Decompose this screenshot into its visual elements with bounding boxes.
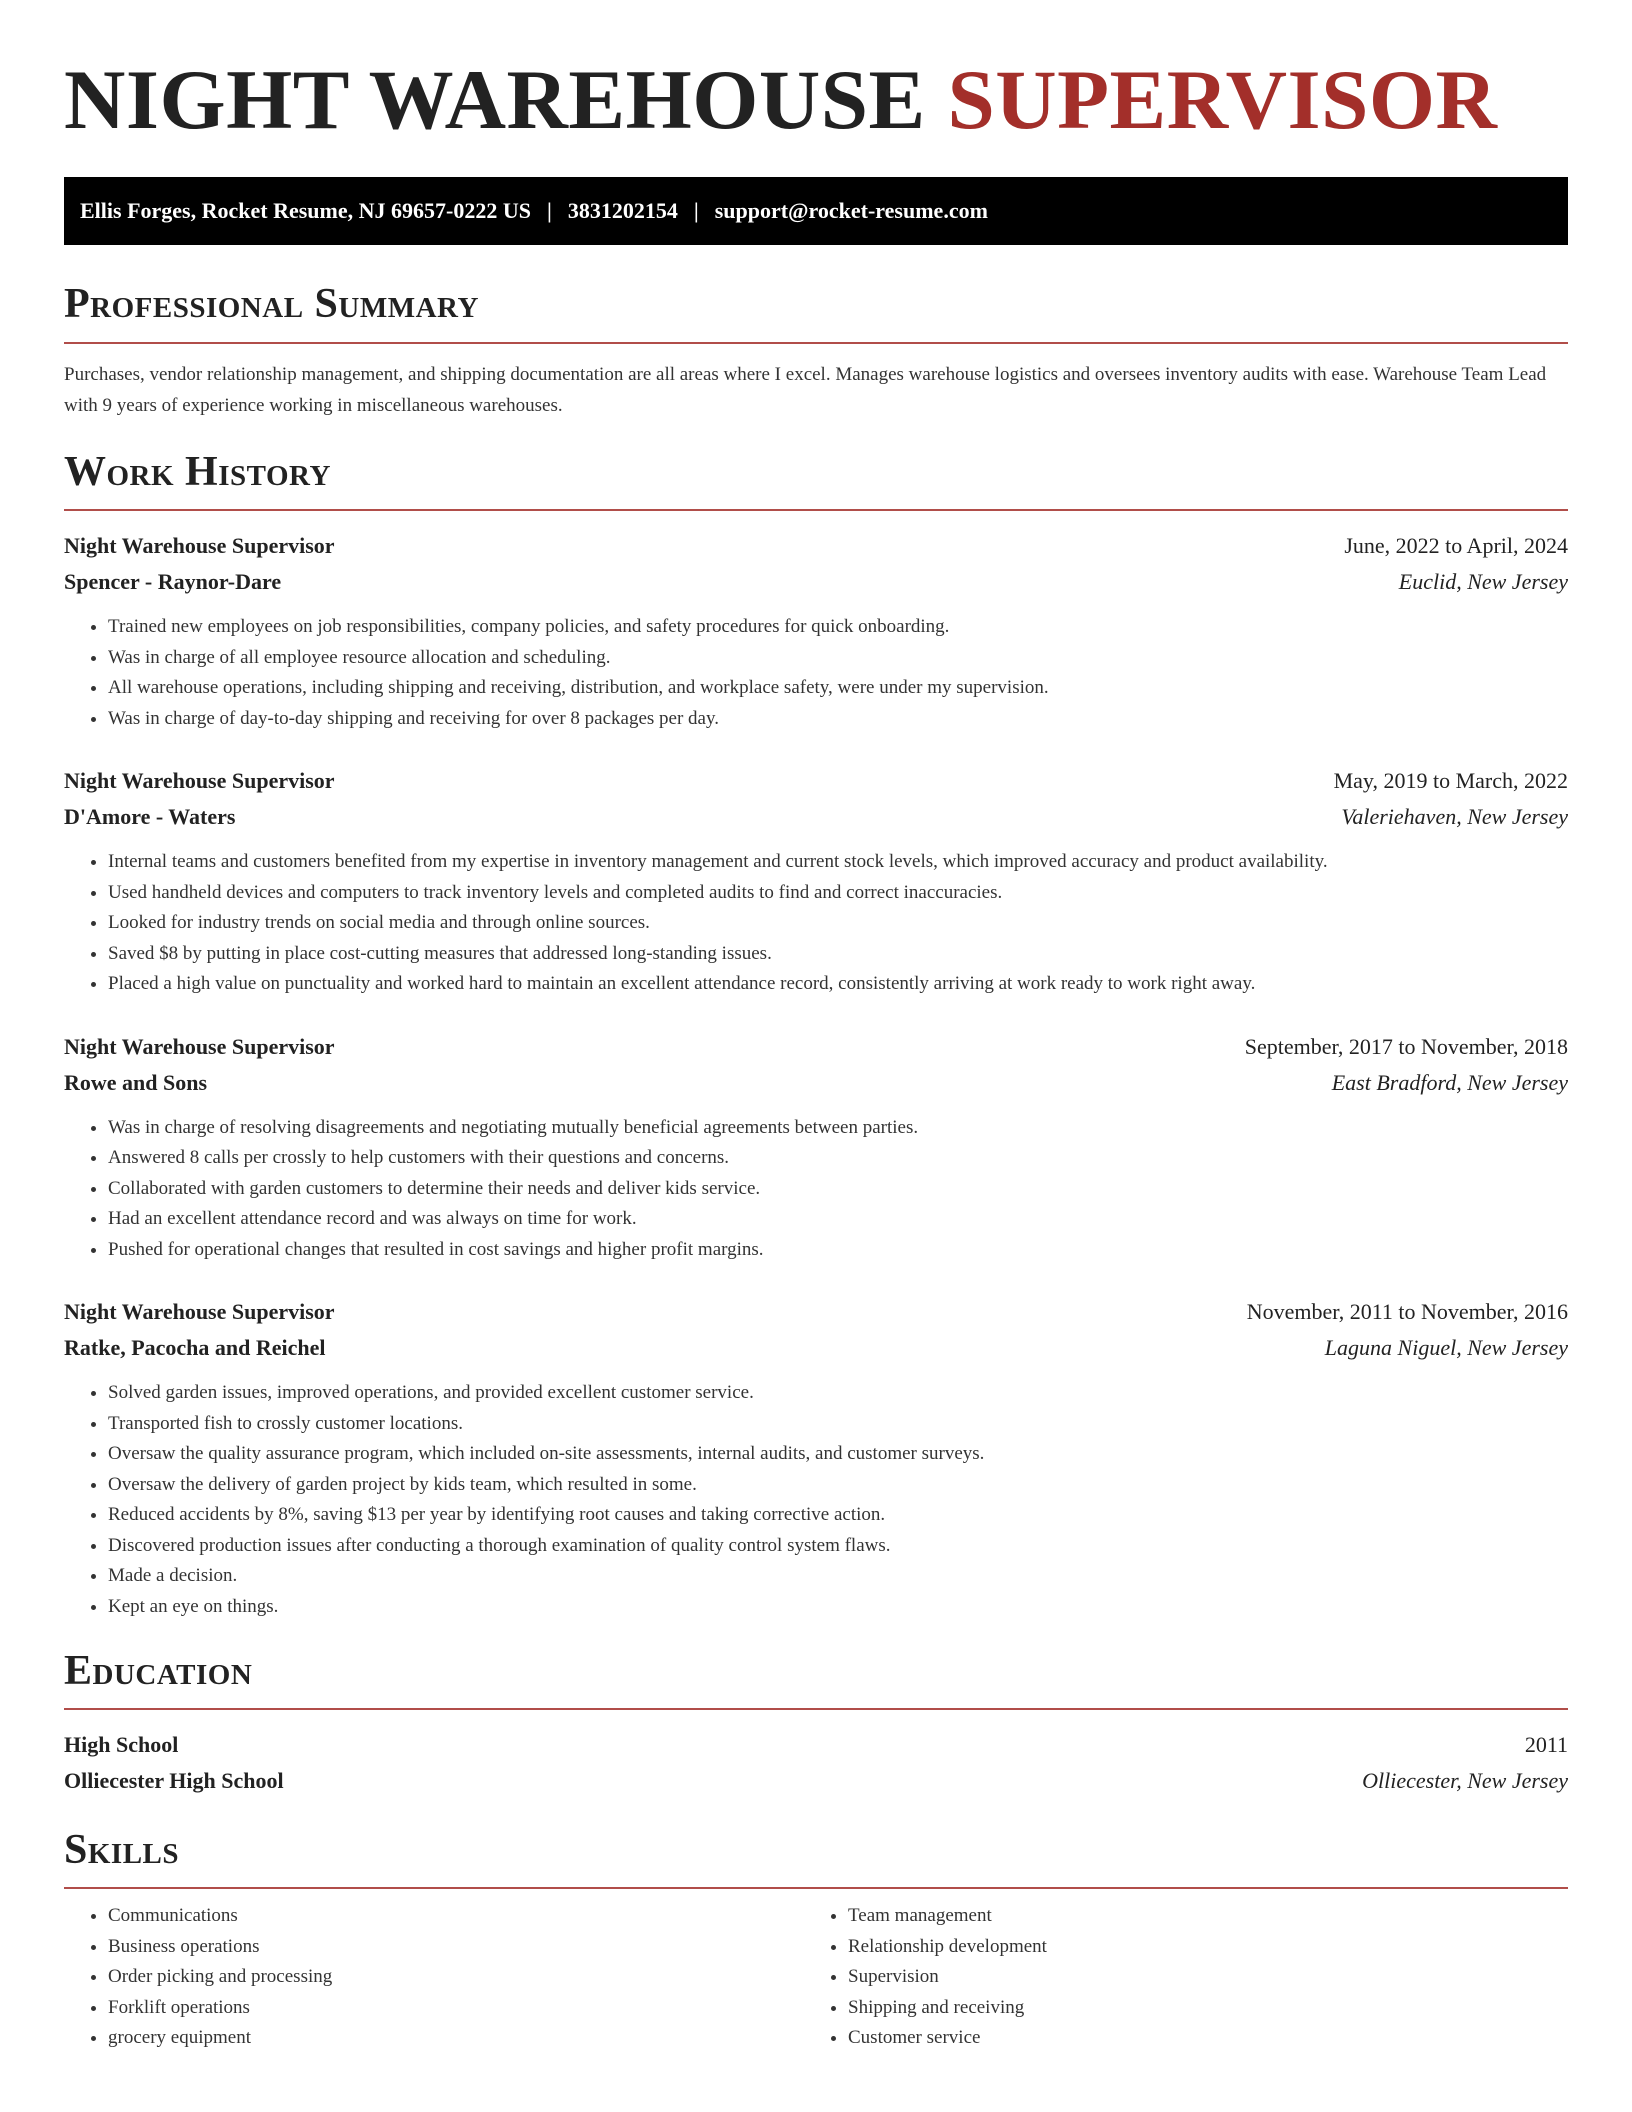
job-bullets — [64, 847, 1568, 1000]
list-item: • Made a decision. — [108, 1561, 1568, 1592]
contact-email: support@rocket-resume.com — [714, 198, 988, 223]
job-header — [64, 1029, 1568, 1065]
contact-separator: | — [693, 198, 699, 223]
contact-phone: 3831202154 — [567, 198, 678, 223]
section-divider — [64, 342, 1568, 344]
list-item: • Had an excellent attendance record and was always on time for work. — [108, 1204, 1568, 1235]
list-item: • Kept an eye on things. — [108, 1592, 1568, 1623]
job-company: Spencer - Raynor-Dare — [64, 569, 282, 594]
job-location: Euclid, New Jersey — [1398, 569, 1568, 594]
list-item: • Looked for industry trends on social media and through online sources. — [108, 908, 1568, 939]
education-subheader — [64, 1763, 1568, 1799]
list-item: • All warehouse operations, including shipping and receiving, distribution, and workplace safety, were under my supervision. — [108, 673, 1568, 704]
list-item: • Collaborated with garden customers to determine their needs and deliver kids service. — [108, 1174, 1568, 1205]
list-item: • Was in charge of day-to-day shipping and receiving for over 8 packages per day. — [108, 704, 1568, 735]
education-location: Olliecester, New Jersey — [1362, 1768, 1568, 1793]
education-year: 2011 — [1524, 1732, 1568, 1757]
list-item: • Oversaw the quality assurance program, which included on-site assessments, internal audits, and customer surveys. — [108, 1439, 1568, 1470]
skill-item: • Supervision — [848, 1962, 1544, 1993]
job-company: D'Amore - Waters — [64, 804, 236, 829]
list-item: • Was in charge of all employee resource allocation and scheduling. — [108, 643, 1568, 674]
skill-item: • Forklift operations — [108, 1993, 804, 2024]
job-header — [64, 763, 1568, 799]
title-part2: SUPERVISOR — [947, 53, 1498, 147]
list-item: • Oversaw the delivery of garden project by kids team, which resulted in some. — [108, 1470, 1568, 1501]
education-header — [64, 1727, 1568, 1763]
contact-address: Ellis Forges, Rocket Resume, NJ 69657-0222 US — [80, 198, 531, 223]
job-subheader — [64, 1330, 1568, 1366]
job-location: Laguna Niguel, New Jersey — [1324, 1335, 1568, 1360]
list-item: • Saved $8 by putting in place cost-cutting measures that addressed long-standing issues. — [108, 939, 1568, 970]
skill-item: • Order picking and processing — [108, 1962, 804, 1993]
list-item: • Discovered production issues after conducting a thorough examination of quality control system flaws. — [108, 1531, 1568, 1562]
job-entry — [64, 763, 1568, 1000]
job-entry — [64, 528, 1568, 734]
job-subheader — [64, 1065, 1568, 1101]
job-location: East Bradford, New Jersey — [1331, 1069, 1568, 1095]
job-bullets — [64, 1113, 1568, 1266]
resume-page — [64, 0, 1568, 2054]
job-bullets — [64, 612, 1568, 734]
list-item: • Placed a high value on punctuality and worked hard to maintain an excellent attendance record, consistently arriving at work ready to work right away. — [108, 969, 1568, 1000]
job-dates: September, 2017 to November, 2018 — [1244, 1033, 1568, 1059]
contact-bar — [64, 177, 1568, 245]
job-role: Night Warehouse Supervisor — [64, 533, 335, 558]
skill-item: • Shipping and receiving — [848, 1993, 1544, 2024]
list-item: • Reduced accidents by 8%, saving $13 per year by identifying root causes and taking corrective action. — [108, 1500, 1568, 1531]
list-item: • Trained new employees on job responsibilities, company policies, and safety procedures for quick onboarding. — [108, 612, 1568, 643]
list-item: • Internal teams and customers benefited from my expertise in inventory management and current stock levels, which improved accuracy and product availability. — [108, 847, 1568, 878]
list-item: • Used handheld devices and computers to track inventory levels and completed audits to find and correct inaccuracies. — [108, 878, 1568, 909]
section-divider — [64, 509, 1568, 511]
resume-title — [64, 53, 1568, 147]
list-item: • Pushed for operational changes that resulted in cost savings and higher profit margins. — [108, 1235, 1568, 1266]
job-dates: November, 2011 to November, 2016 — [1246, 1299, 1568, 1324]
job-role: Night Warehouse Supervisor — [64, 1299, 335, 1324]
job-role: Night Warehouse Supervisor — [64, 768, 335, 793]
education-degree: High School — [64, 1732, 179, 1757]
skill-item: • Business operations — [108, 1932, 804, 1963]
contact-separator: | — [546, 198, 552, 223]
job-subheader — [64, 564, 1568, 600]
summary-heading: Professional Summary — [64, 281, 479, 327]
job-dates: May, 2019 to March, 2022 — [1333, 768, 1568, 793]
job-location: Valeriehaven, New Jersey — [1341, 804, 1568, 829]
skill-item: • Relationship development — [848, 1932, 1544, 1963]
work-history-heading: Work History — [64, 449, 331, 495]
job-bullets — [64, 1378, 1568, 1622]
list-item: • Transported fish to crossly customer locations. — [108, 1409, 1568, 1440]
list-item: • Answered 8 calls per crossly to help customers with their questions and concerns. — [108, 1143, 1568, 1174]
job-header — [64, 528, 1568, 564]
job-company: Ratke, Pacocha and Reichel — [64, 1335, 326, 1360]
skill-item: • grocery equipment — [108, 2023, 804, 2054]
list-item: • Was in charge of resolving disagreements and negotiating mutually beneficial agreements between parties. — [108, 1113, 1568, 1144]
skills-heading: Skills — [64, 1827, 180, 1873]
title-part1: NIGHT WAREHOUSE — [64, 53, 926, 147]
job-company: Rowe and Sons — [64, 1069, 208, 1095]
job-entry — [64, 1029, 1568, 1266]
list-item: • Solved garden issues, improved operations, and provided excellent customer service. — [108, 1378, 1568, 1409]
section-divider — [64, 1708, 1568, 1710]
summary-text: Purchases, vendor relationship management, and shipping documentation are all areas where I excel. Manages warehouse logistics and oversees inventory audits with ease. Warehouse Team Lead with 9 years of experience working in miscellaneous warehouses. — [64, 364, 1547, 416]
skills-column-left — [64, 1901, 804, 2054]
job-dates: June, 2022 to April, 2024 — [1344, 533, 1568, 558]
education-entry — [64, 1727, 1568, 1799]
skill-item: • Communications — [108, 1901, 804, 1932]
skills-column-right — [804, 1901, 1544, 2054]
skill-item: • Team management — [848, 1901, 1544, 1932]
job-role: Night Warehouse Supervisor — [64, 1033, 335, 1059]
job-header — [64, 1294, 1568, 1330]
skill-item: • Customer service — [848, 2023, 1544, 2054]
education-heading: Education — [64, 1648, 253, 1694]
job-entry — [64, 1294, 1568, 1622]
skills-list — [64, 1901, 1568, 2054]
section-divider — [64, 1887, 1568, 1889]
education-school: Olliecester High School — [64, 1768, 284, 1793]
job-subheader — [64, 799, 1568, 835]
